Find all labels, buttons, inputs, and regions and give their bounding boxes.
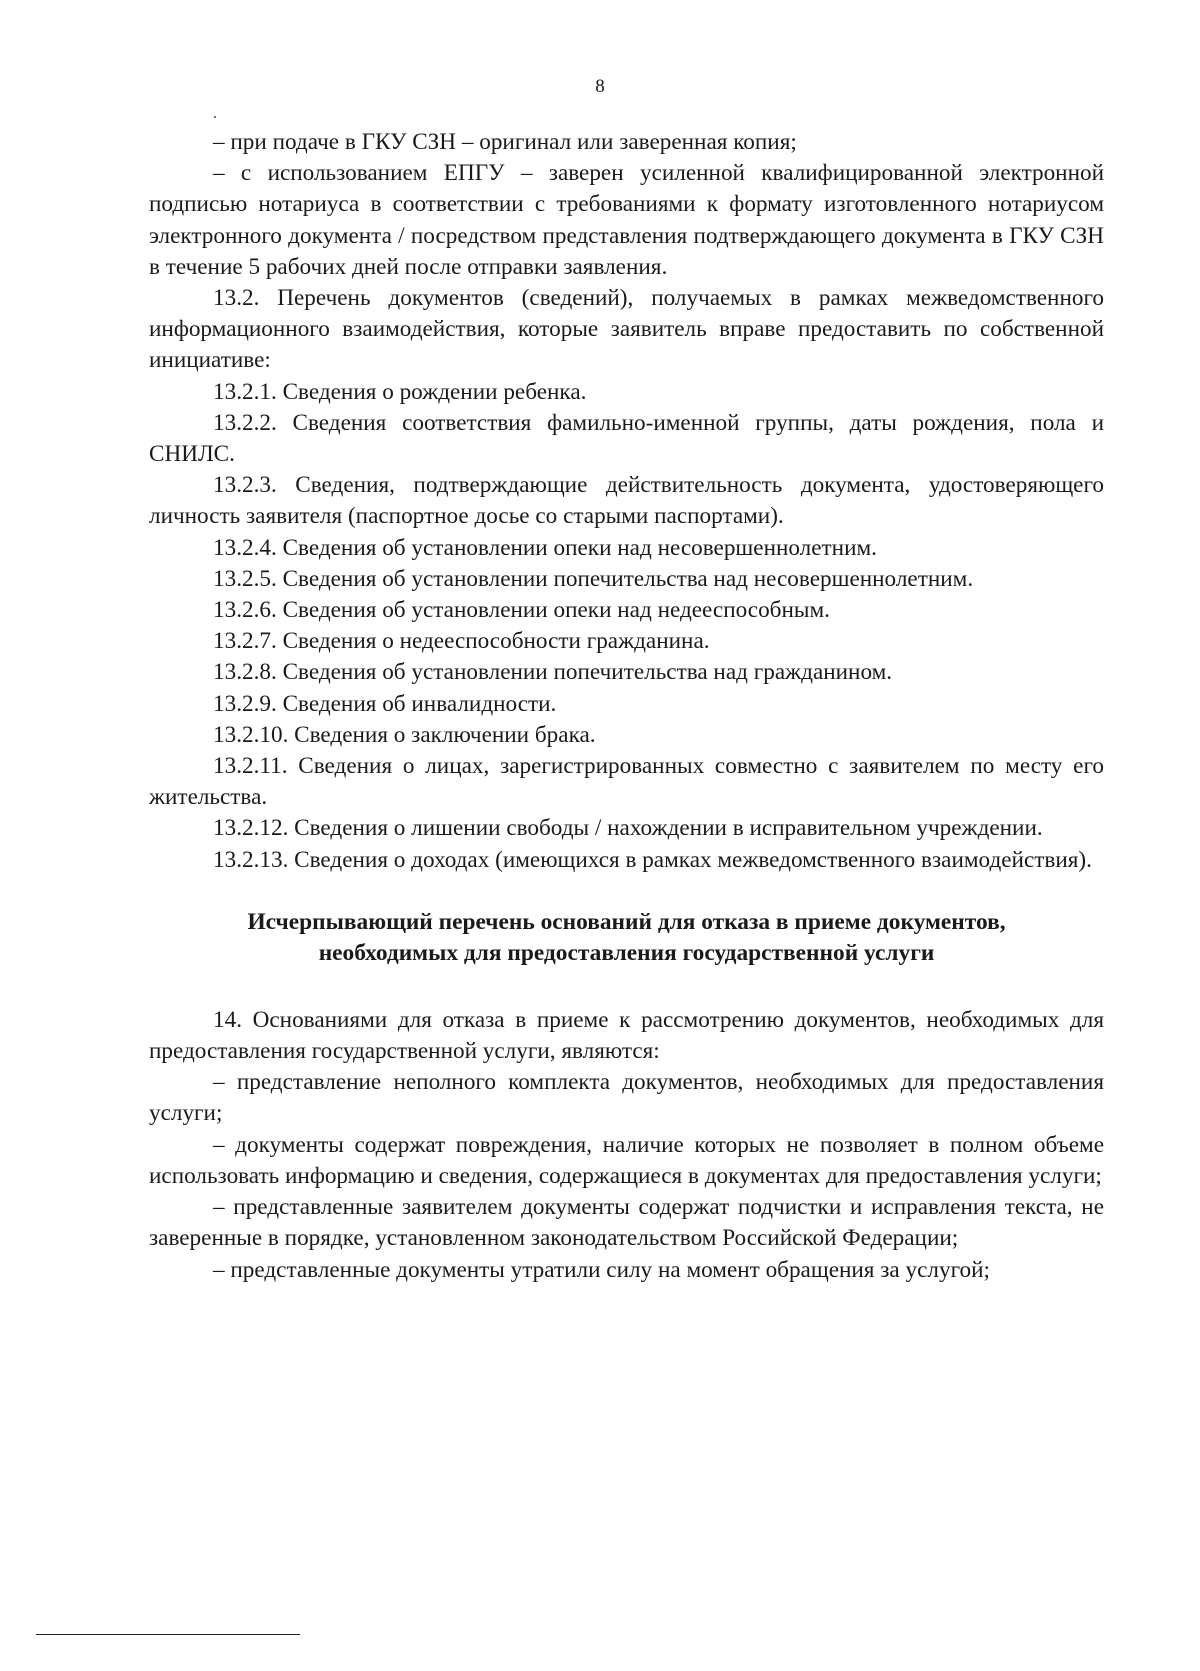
section-heading-line: Исчерпывающий перечень оснований для отказа в приеме документов, <box>247 908 1006 935</box>
list-item: 13.2.7. Сведения о недееспособности гражданина. <box>213 628 710 655</box>
list-item: 13.2.2. Сведения соответствия фамильно-именной группы, даты рождения, пола и СНИЛС. <box>149 409 1104 468</box>
list-item: 13.2.6. Сведения об установлении опеки над недееспособным. <box>213 597 830 624</box>
list-item: – представление неполного комплекта документов, необходимых для предоставления услуги; <box>149 1069 1104 1127</box>
paragraph: – при подаче в ГКУ СЗН – оригинал или заверенная копия; <box>213 129 797 155</box>
scan-speck <box>214 116 216 118</box>
document-body <box>149 127 1104 1286</box>
list-item: 13.2.11. Сведения о лицах, зарегистрированных совместно с заявителем по месту его жительства. <box>149 753 1104 811</box>
list-item: 13.2.1. Сведения о рождении ребенка. <box>213 378 587 405</box>
list-item: 13.2.10. Сведения о заключении брака. <box>213 721 596 748</box>
paragraph: 14. Основаниями для отказа в приеме к рассмотрению документов, необходимых для предоставления государственной услуги, являются: <box>149 1006 1104 1065</box>
footnote-separator <box>36 1634 300 1635</box>
list-item: 13.2.8. Сведения об установлении попечительства над гражданином. <box>213 659 893 686</box>
list-item: 13.2.13. Сведения о доходах (имеющихся в рамках межведомственного взаимодействия). <box>213 846 1092 873</box>
list-item: – представленные документы утратили силу на момент обращения за услугой; <box>213 1256 990 1283</box>
list-item: – документы содержат повреждения, наличие которых не позволяет в полном объеме использовать информацию и сведения, содержащиеся в документах для предоставления услуги; <box>149 1131 1104 1189</box>
list-item: 13.2.3. Сведения, подтверждающие действительность документа, удостоверяющего личность заявителя (паспортное досье со старыми паспортами). <box>149 472 1104 530</box>
list-item: 13.2.12. Сведения о лишении свободы / нахождении в исправительном учреждении. <box>213 815 1043 842</box>
list-item: 13.2.5. Сведения об установлении попечительства над несовершеннолетним. <box>213 565 974 592</box>
section-heading-line: необходимых для предоставления государственной услуги <box>318 939 935 966</box>
paragraph: – с использованием ЕПГУ – заверен усиленной квалифицированной электронной подписью нотариуса в соответствии с требованиями к формату изготовленного нотариусом электронного документа / посредством представления подтверждающего документа в ГКУ СЗН в течение 5 рабочих дней после отправки заявления. <box>149 160 1104 280</box>
list-item: – представленные заявителем документы содержат подчистки и исправления текста, не заверенные в порядке, установленном законодательством Российской Федерации; <box>149 1194 1104 1252</box>
page-number: 8 <box>595 76 605 97</box>
section-heading <box>149 907 1104 969</box>
paragraph: 13.2. Перечень документов (сведений), получаемых в рамках межведомственного информационного взаимодействия, которые заявитель вправе предоставить по собственной инициативе: <box>149 285 1104 374</box>
list-item: 13.2.9. Сведения об инвалидности. <box>213 690 557 717</box>
list-item: 13.2.4. Сведения об установлении опеки над несовершеннолетним. <box>213 534 877 561</box>
